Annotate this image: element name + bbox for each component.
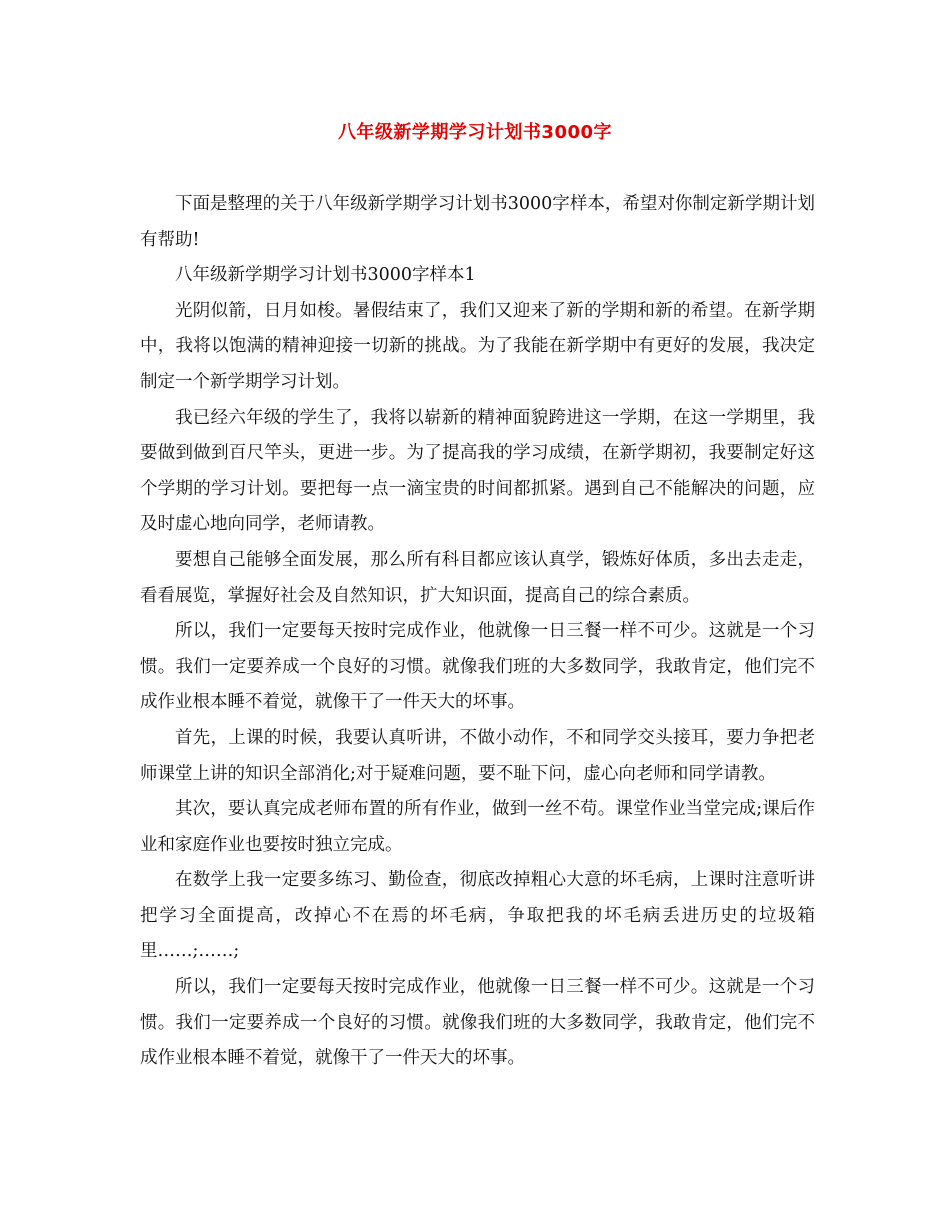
body-paragraph: 所以，我们一定要每天按时完成作业，他就像一日三餐一样不可少。这就是一个习惯。我们一定要养成一个良好的习惯。就像我们班的大多数同学，我敢肯定，他们完不成作业根本睡不着觉，就像干了一件天大的坏事。 bbox=[140, 977, 815, 1069]
body-paragraph: 所以，我们一定要每天按时完成作业，他就像一日三餐一样不可少。这就是一个习惯。我们一定要养成一个良好的习惯。就像我们班的大多数同学，我敢肯定，他们完不成作业根本睡不着觉，就像干了一件天大的坏事。 bbox=[140, 621, 815, 713]
body-paragraph: 在数学上我一定要多练习、勤俭查，彻底改掉粗心大意的坏毛病，上课时注意听讲把学习全面提高，改掉心不在焉的坏毛病，争取把我的坏毛病丢进历史的垃圾箱里……;……; bbox=[140, 870, 815, 962]
body-paragraph: 首先，上课的时候，我要认真听讲，不做小动作，不和同学交头接耳，要力争把老师课堂上讲的知识全部消化;对于疑难问题，要不耻下问，虚心向老师和同学请教。 bbox=[140, 727, 815, 784]
sample-heading: 八年级新学期学习计划书3000字样本1 bbox=[175, 265, 476, 286]
document-title: 八年级新学期学习计划书3000字 bbox=[337, 122, 613, 143]
body-paragraph: 其次，要认真完成老师布置的所有作业，做到一丝不苟。课堂作业当堂完成;课后作业和家庭作业也要按时独立完成。 bbox=[140, 799, 815, 855]
body-paragraph: 我已经六年级的学生了，我将以崭新的精神面貌跨进这一学期，在这一学期里，我要做到做到百尺竿头，更进一步。为了提高我的学习成绩，在新学期初，我要制定好这个学期的学习计划。要把每一点一滴宝贵的时间都抓紧。遇到自己不能解决的问题，应及时虚心地向同学，老师请教。 bbox=[140, 407, 815, 535]
intro-paragraph: 下面是整理的关于八年级新学期学习计划书3000字样本，希望对你制定新学期计划有帮助! bbox=[140, 194, 815, 250]
body-paragraph: 光阴似箭，日月如梭。暑假结束了，我们又迎来了新的学期和新的希望。在新学期中，我将以饱满的精神迎接一切新的挑战。为了我能在新学期中有更好的发展，我决定制定一个新学期学习计划。 bbox=[140, 300, 815, 392]
document-body bbox=[140, 187, 815, 1077]
body-paragraph: 要想自己能够全面发展，那么所有科目都应该认真学，锻炼好体质，多出去走走，看看展览，掌握好社会及自然知识，扩大知识面，提高自己的综合素质。 bbox=[140, 549, 815, 606]
